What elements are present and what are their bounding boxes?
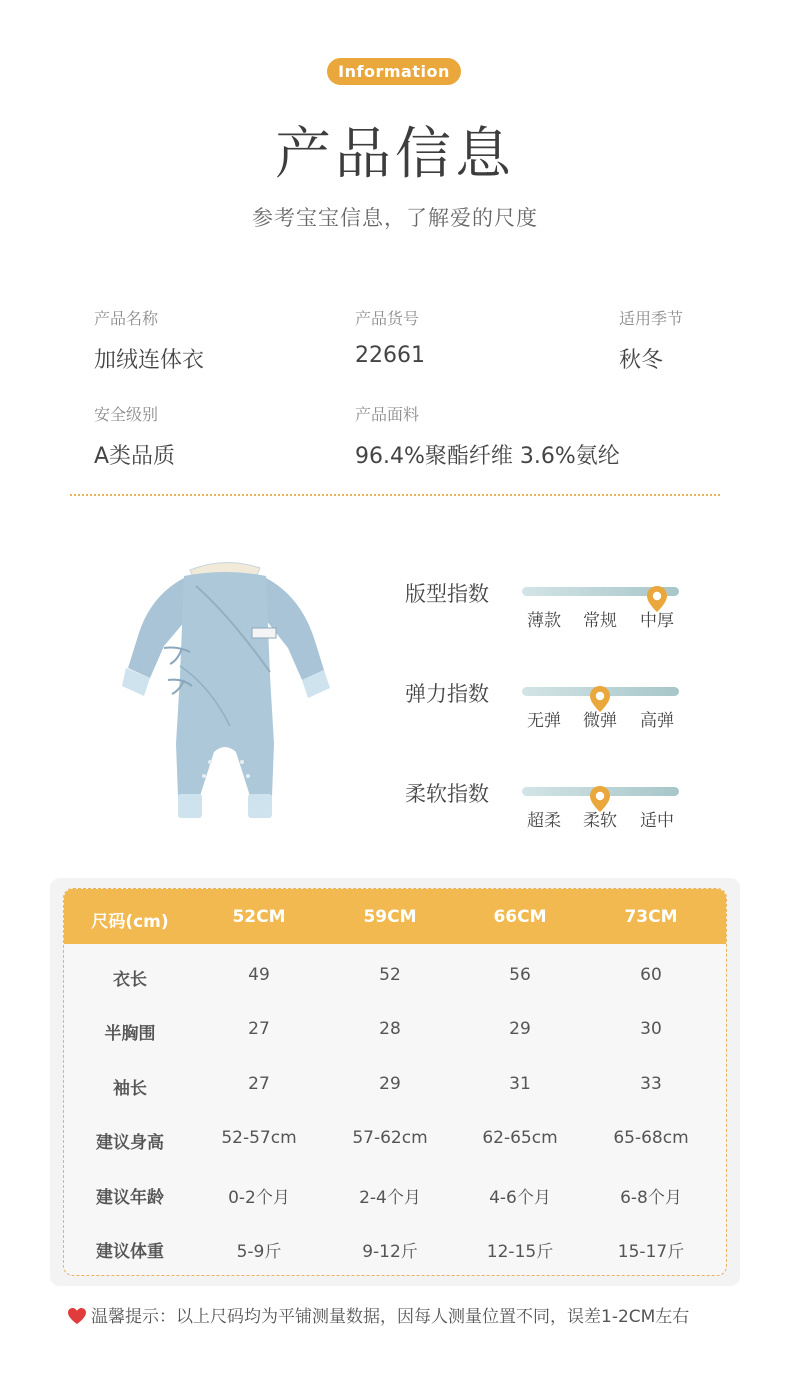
info-value: 加绒连体衣 (94, 348, 205, 373)
index-tick: 高弹 (640, 711, 674, 731)
info-label: 产品面料 (355, 405, 420, 424)
table-cell: 5-9斤 (236, 1242, 282, 1262)
table-cell: 4-6个月 (489, 1188, 551, 1208)
info-product-code (355, 306, 425, 368)
index-row-fit (405, 570, 705, 634)
row-label: 建议体重 (96, 1242, 164, 1262)
table-cell: 29 (379, 1074, 401, 1094)
table-cell: 52 (379, 965, 401, 985)
index-name: 弹力指数 (405, 682, 489, 706)
table-cell: 9-12斤 (362, 1242, 418, 1262)
index-track (522, 687, 679, 696)
info-label: 产品名称 (94, 309, 159, 328)
romper-image (120, 556, 330, 828)
size-table-header (64, 889, 726, 944)
info-value: 22661 (355, 343, 425, 368)
info-value: A类品质 (94, 444, 176, 469)
table-cell: 49 (248, 965, 270, 985)
table-cell: 33 (640, 1074, 662, 1094)
index-tick: 常规 (583, 611, 617, 631)
table-cell: 29 (509, 1019, 531, 1039)
header-cell: 尺码(cm) (91, 912, 169, 932)
index-tick: 薄款 (527, 611, 561, 631)
row-label: 袖长 (113, 1079, 147, 1099)
index-tick: 柔软 (583, 811, 617, 831)
info-fabric (355, 402, 620, 470)
notice-text: 温馨提示：以上尺码均为平铺测量数据，因每人测量位置不同，误差1-2CM左右 (91, 1307, 690, 1327)
table-cell: 65-68cm (613, 1128, 689, 1148)
table-cell: 60 (640, 965, 662, 985)
info-label: 适用季节 (619, 309, 684, 328)
header-cell: 73CM (624, 907, 678, 927)
info-safety-level (94, 402, 175, 470)
heart-icon (67, 1307, 87, 1325)
index-track (522, 587, 679, 596)
info-label: 产品货号 (355, 309, 420, 328)
table-cell: 0-2个月 (228, 1188, 290, 1208)
info-product-name (94, 306, 204, 374)
row-label: 建议身高 (96, 1133, 164, 1153)
table-cell: 31 (509, 1074, 531, 1094)
table-cell: 27 (248, 1074, 270, 1094)
info-value: 96.4%聚酯纤维 3.6%氨纶 (355, 444, 620, 469)
header-cell: 52CM (232, 907, 286, 927)
index-name: 柔软指数 (405, 782, 489, 806)
table-cell: 57-62cm (352, 1128, 428, 1148)
index-row-softness (405, 770, 705, 834)
info-value: 秋冬 (619, 348, 664, 373)
table-cell: 52-57cm (221, 1128, 297, 1148)
index-row-elasticity (405, 670, 705, 734)
size-table-inner (63, 888, 727, 1276)
table-cell: 28 (379, 1019, 401, 1039)
page-subtitle: 参考宝宝信息，了解爱的尺度 (252, 206, 538, 230)
info-label: 安全级别 (94, 405, 159, 424)
size-table (50, 878, 740, 1286)
index-tick: 适中 (640, 811, 674, 831)
row-label: 衣长 (113, 970, 147, 990)
index-tick: 无弹 (527, 711, 561, 731)
info-season (619, 306, 683, 374)
table-cell: 6-8个月 (620, 1188, 682, 1208)
dotted-divider (70, 494, 720, 496)
table-cell: 15-17斤 (617, 1242, 685, 1262)
index-track (522, 787, 679, 796)
table-cell: 56 (509, 965, 531, 985)
table-cell: 27 (248, 1019, 270, 1039)
row-label: 建议年龄 (96, 1188, 164, 1208)
row-label: 半胸围 (104, 1024, 156, 1044)
table-cell: 62-65cm (482, 1128, 558, 1148)
information-badge: Information (327, 58, 461, 85)
header-cell: 59CM (363, 907, 417, 927)
header-cell: 66CM (493, 907, 547, 927)
index-tick: 微弹 (583, 711, 617, 731)
page-title: 产品信息 (275, 122, 515, 187)
index-tick: 超柔 (527, 811, 561, 831)
index-name: 版型指数 (405, 582, 489, 606)
index-tick: 中厚 (640, 611, 674, 631)
table-cell: 30 (640, 1019, 662, 1039)
notice (67, 1302, 747, 1328)
table-cell: 12-15斤 (486, 1242, 554, 1262)
table-cell: 2-4个月 (359, 1188, 421, 1208)
